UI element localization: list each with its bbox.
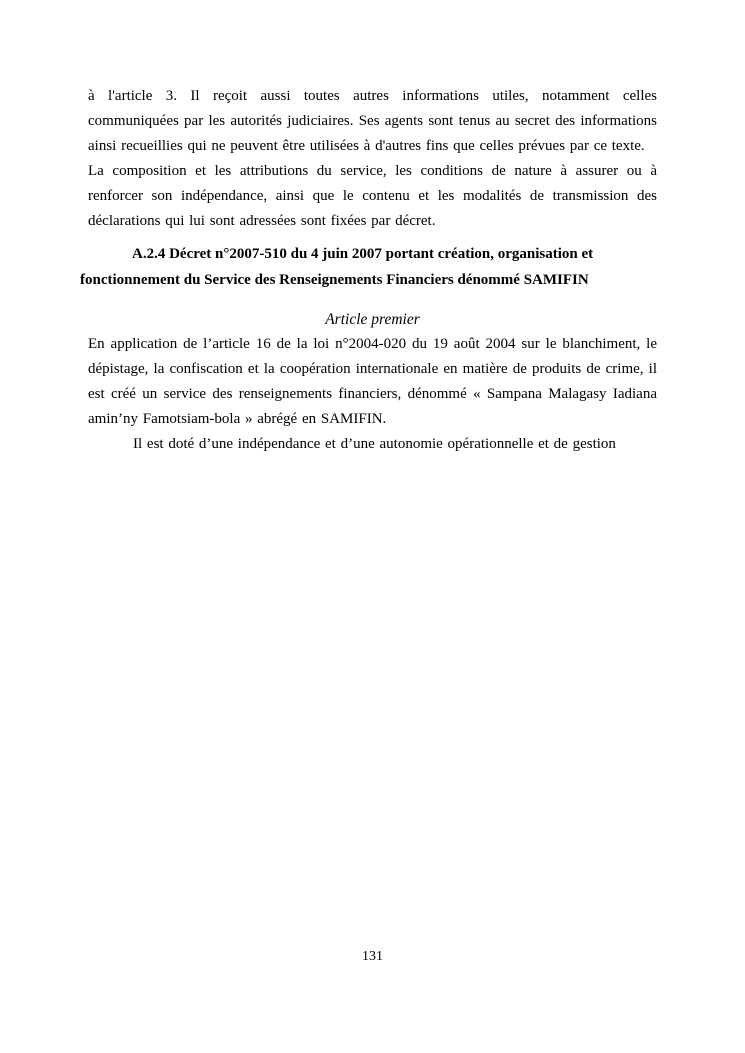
page-number: 131 [362,949,383,964]
page-content [80,84,657,457]
paragraph-article-3-continuation: à l'article 3. Il reçoit aussi toutes autres informations utiles, notamment celles communiquées par les autorités judiciaires. Ses agents sont tenus au secret des informations ainsi recueillies qui ne peuvent être utilisées à d'autres fins que celles prévues par ce texte. [88,88,657,154]
article-premier-title: Article premier [325,311,420,328]
paragraph-en-application: En application de l’article 16 de la loi n°2004-020 du 19 août 2004 sur le blanchiment, le dépistage, la confiscation et la coopération internationale en matière de produits de crime, il est créé un service des renseignements financiers, dénommé « Sampana Malagasy Iadiana amin’ny Famotsiam-bola » abrégé en SAMIFIN. [88,336,657,427]
paragraph-autonomie: Il est doté d’une indépendance et d’une autonomie opérationnelle et de gestion [133,436,616,452]
section-heading-a24-decret: A.2.4 Décret n°2007-510 du 4 juin 2007 portant création, organisation et fonctionnement du Service des Renseignements Financiers dénommé SAMIFIN [80,246,594,288]
paragraph-composition-attributions: La composition et les attributions du service, les conditions de nature à assurer ou à renforcer son indépendance, ainsi que le contenu et les modalités de transmission des déclarations qui lui sont adressées sont fixées par décret. [88,163,657,229]
